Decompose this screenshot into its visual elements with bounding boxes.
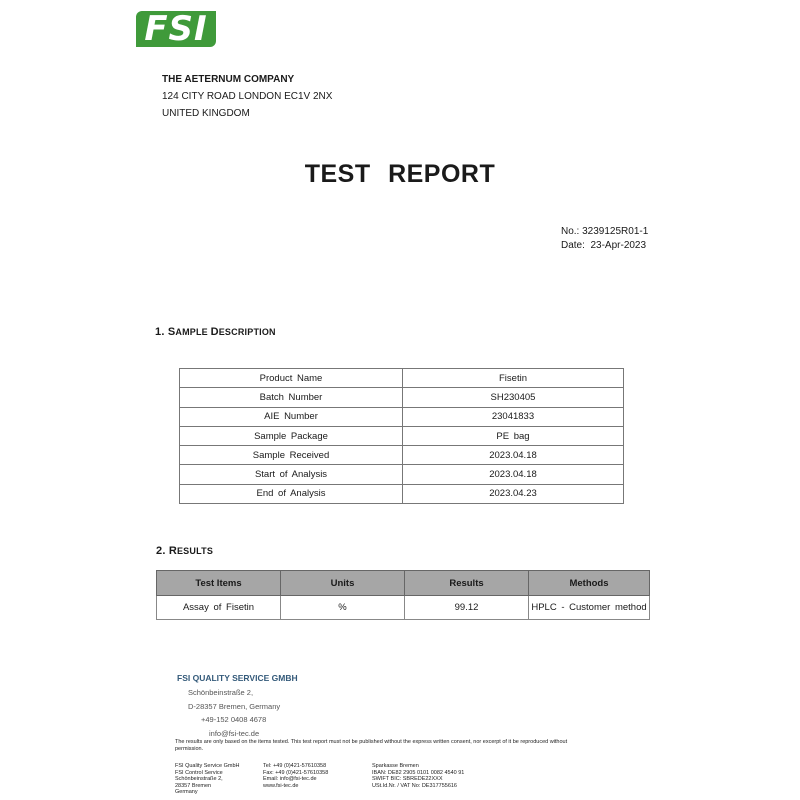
sample-field-value: 2023.04.18 bbox=[403, 465, 624, 484]
section1-num: 1. S bbox=[155, 326, 176, 338]
recipient-address-line2: UNITED KINGDOM bbox=[162, 108, 250, 119]
sample-field-label: Batch Number bbox=[180, 388, 403, 407]
footer-company-name: FSI QUALITY SERVICE GMBH bbox=[177, 673, 298, 683]
table-row bbox=[180, 446, 624, 465]
section1-rest2: ESCRIPTION bbox=[218, 327, 276, 337]
results-table bbox=[156, 570, 650, 620]
recipient-address-line1: 124 CITY ROAD LONDON EC1V 2NX bbox=[162, 91, 333, 102]
section-sample-description-heading bbox=[155, 326, 276, 338]
section1-rest: AMPLE bbox=[175, 327, 211, 337]
results-header-methods: Methods bbox=[529, 571, 650, 596]
footer-col3-line: USt.Id.Nr. / VAT No: DE317755616 bbox=[372, 782, 457, 789]
sample-field-label: AIE Number bbox=[180, 407, 403, 426]
report-date-label: Date: bbox=[561, 240, 585, 251]
footer-col2-line: www.fsi-tec.de bbox=[263, 782, 299, 789]
recipient-company: THE AETERNUM COMPANY bbox=[162, 74, 295, 85]
sample-field-label: Sample Received bbox=[180, 446, 403, 465]
sample-field-label: Sample Package bbox=[180, 426, 403, 445]
footer-col1-line: FSI Quality Service GmbH bbox=[175, 763, 240, 769]
section-results-heading bbox=[156, 545, 213, 557]
footer-col-bank bbox=[372, 763, 464, 789]
footer-email: info@fsi-tec.de bbox=[209, 729, 260, 738]
result-method: HPLC - Customer method bbox=[529, 596, 650, 620]
logo-text: FSI bbox=[144, 11, 208, 47]
report-date-value: 23-Apr-2023 bbox=[590, 240, 647, 251]
footer-col1-line: Germany bbox=[175, 789, 198, 795]
footer-col-company bbox=[175, 763, 240, 796]
footer-col-contact bbox=[263, 763, 328, 789]
result-unit: % bbox=[281, 596, 405, 620]
report-date bbox=[561, 240, 646, 252]
sample-field-value: 2023.04.18 bbox=[403, 446, 624, 465]
footer-col3-line: Sparkasse Bremen bbox=[372, 763, 419, 769]
sample-field-label: Start of Analysis bbox=[180, 465, 403, 484]
results-header-units: Units bbox=[281, 571, 405, 596]
section2-num: 2. R bbox=[156, 545, 177, 557]
report-number-value: 3239125R01-1 bbox=[582, 226, 649, 237]
footer-col1-line: FSI Control Service bbox=[175, 769, 223, 776]
sample-description-table bbox=[179, 368, 624, 504]
results-header-row bbox=[157, 571, 650, 596]
results-header-results: Results bbox=[405, 571, 529, 596]
report-number bbox=[561, 226, 648, 238]
report-title: TEST REPORT bbox=[304, 160, 496, 188]
sample-field-value: SH230405 bbox=[403, 388, 624, 407]
footer-col1-line: 28357 Bremen bbox=[175, 782, 212, 789]
footer-col1-line: Schönbeinstraße 2, bbox=[175, 776, 223, 782]
footer-disclaimer: The results are only based on the items tested. This test report must not be published without the express written consent, nor excerpt of it be reproduced without permission. bbox=[175, 739, 568, 752]
section1-d: D bbox=[210, 326, 219, 338]
footer-phone: +49-152 0408 4678 bbox=[201, 715, 267, 724]
section2-rest: ESULTS bbox=[176, 546, 214, 556]
fsi-logo bbox=[136, 11, 216, 47]
footer-col2-line: Fax: +49 (0)421-57610358 bbox=[263, 769, 329, 776]
table-row bbox=[180, 426, 624, 445]
table-row bbox=[180, 388, 624, 407]
sample-field-value: PE bag bbox=[403, 426, 624, 445]
footer-street: Schönbeinstraße 2, bbox=[188, 688, 254, 697]
footer-col2-line: Email: info@fsi-tec.de bbox=[263, 776, 317, 782]
sample-field-value: Fisetin bbox=[403, 369, 624, 388]
results-header-test-items: Test Items bbox=[157, 571, 281, 596]
table-row bbox=[180, 484, 624, 503]
result-value: 99.12 bbox=[405, 596, 529, 620]
table-row bbox=[180, 369, 624, 388]
footer-col3-line: SWIFT BIC: SBREDE22XXX bbox=[372, 776, 443, 782]
table-row bbox=[157, 596, 650, 620]
table-row bbox=[180, 407, 624, 426]
sample-field-value: 2023.04.23 bbox=[403, 484, 624, 503]
sample-field-label: Product Name bbox=[180, 369, 403, 388]
sample-field-value: 23041833 bbox=[403, 407, 624, 426]
footer-col2-line: Tel: +49 (0)421-57610358 bbox=[263, 763, 327, 769]
table-row bbox=[180, 465, 624, 484]
footer-col3-line: IBAN: DE82 2905 0101 0082 4540 91 bbox=[372, 769, 465, 776]
report-number-label: No.: bbox=[561, 226, 580, 237]
sample-field-label: End of Analysis bbox=[180, 484, 403, 503]
footer-city: D-28357 Bremen, Germany bbox=[188, 702, 281, 711]
result-item: Assay of Fisetin bbox=[157, 596, 281, 620]
